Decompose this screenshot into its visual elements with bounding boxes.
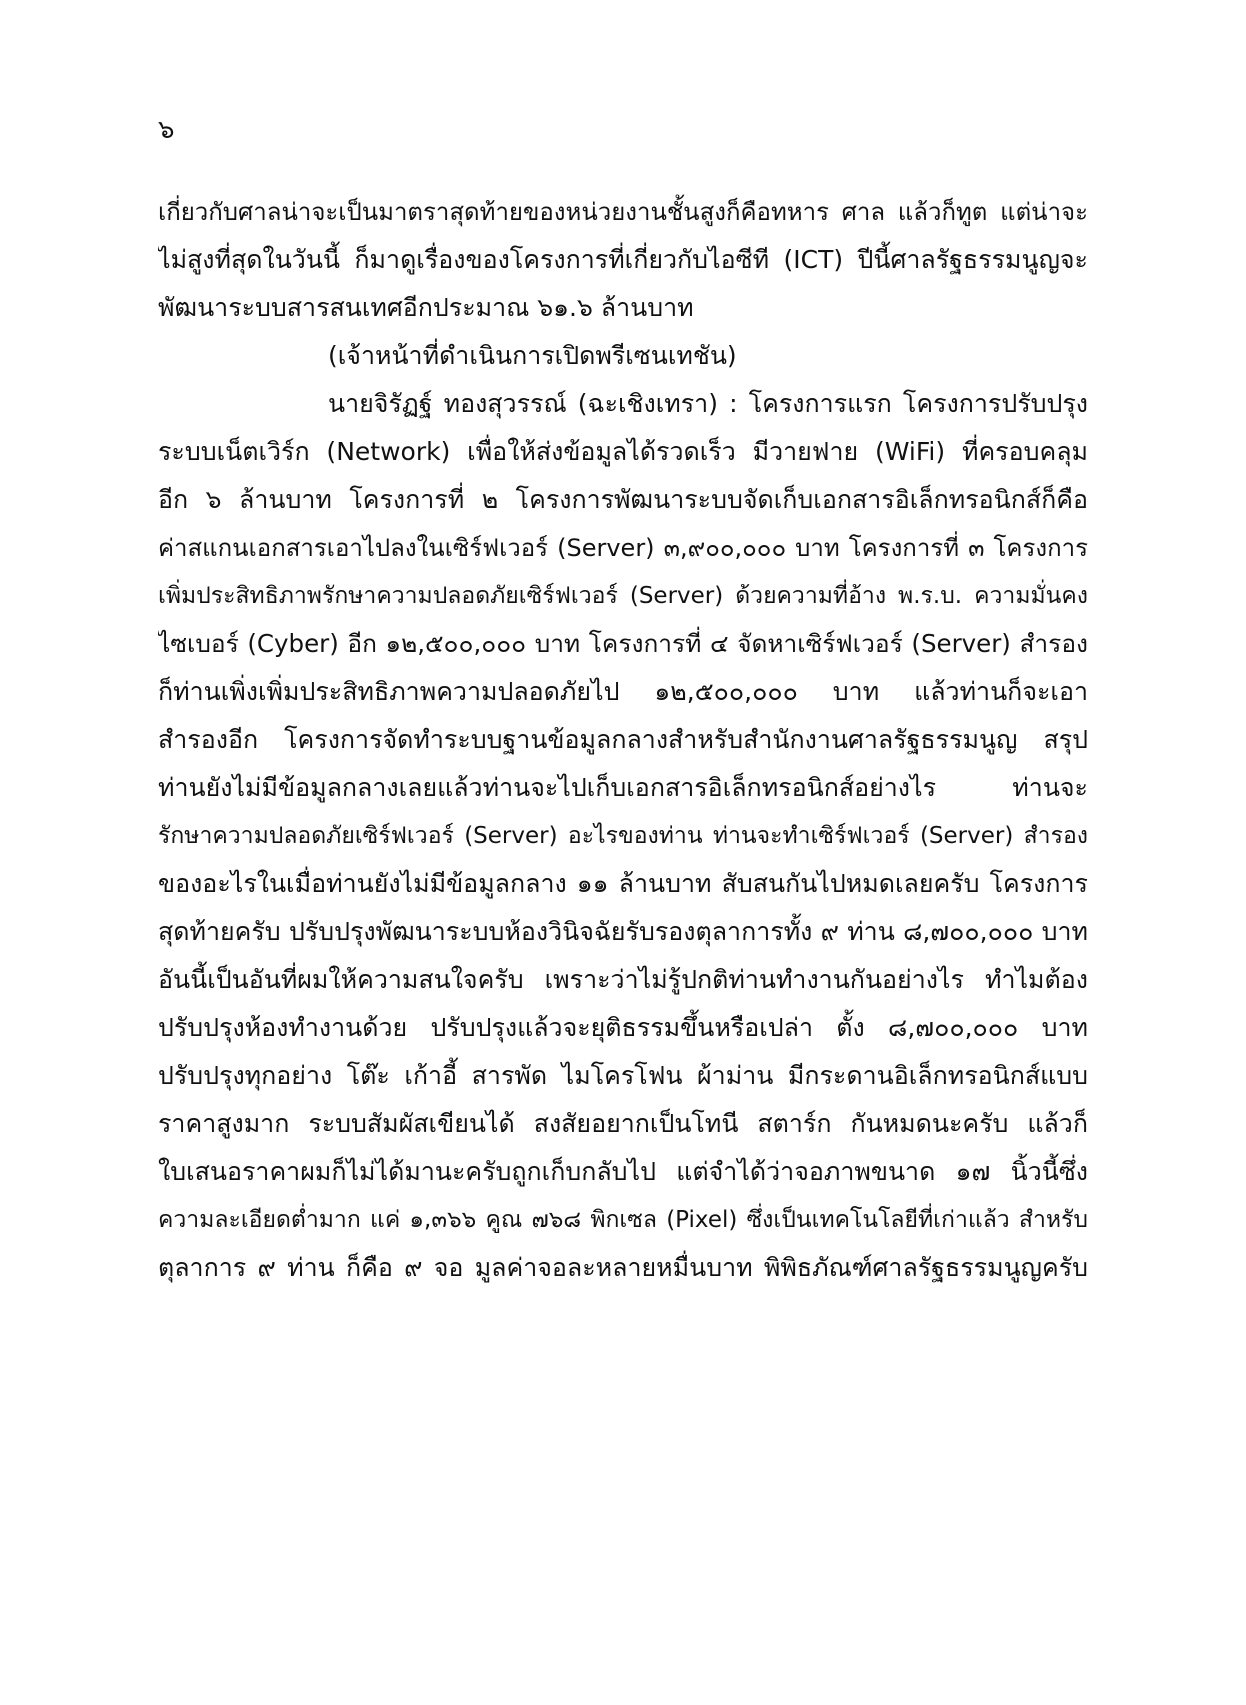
paragraph-line: เพิ่มประสิทธิภาพรักษาความปลอดภัยเซิร์ฟเวอร์ (Server) ด้วยความที่อ้าง พ.ร.บ. ความมั่นคง [158, 583, 1088, 609]
paragraph-line: ใบเสนอราคาผมก็ไม่ได้มานะครับถูกเก็บกลับไป แต่จำได้ว่าจอภาพขนาด ๑๗ นิ้วนี้ซึ่ง [158, 1157, 1088, 1186]
paragraph-line: ความละเอียดต่ำมาก แค่ ๑,๓๖๖ คูณ ๗๖๘ พิกเซล (Pixel) ซึ่งเป็นเทคโนโลยีที่เก่าแล้ว สำหรับ [158, 1207, 1088, 1233]
paragraph-line: ท่านยังไม่มีข้อมูลกลางเลยแล้วท่านจะไปเก็บเอกสารอิเล็กทรอนิกส์อย่างไร ท่านจะ [158, 773, 1088, 802]
paragraph-line: อันนี้เป็นอันที่ผมให้ความสนใจครับ เพราะว่าไม่รู้ปกติท่านทำงานกันอย่างไร ทำไมต้อง [158, 965, 1088, 994]
paragraph-line: สุดท้ายครับ ปรับปรุงพัฒนาระบบห้องวินิจฉัยรับรองตุลาการทั้ง ๙ ท่าน ๘,๗๐๐,๐๐๐ บาท [158, 917, 1088, 946]
transcript-body [158, 188, 1088, 1292]
paragraph-line: ก็ท่านเพิ่งเพิ่มประสิทธิภาพความปลอดภัยไป ๑๒,๕๐๐,๐๐๐ บาท แล้วท่านก็จะเอา [158, 677, 1088, 706]
paragraph-line: อีก ๖ ล้านบาท โครงการที่ ๒ โครงการพัฒนาระบบจัดเก็บเอกสารอิเล็กทรอนิกส์ก็คือ [158, 485, 1088, 514]
stage-direction: (เจ้าหน้าที่ดำเนินการเปิดพรีเซนเทชัน) [328, 341, 737, 370]
paragraph-line: ปรับปรุงทุกอย่าง โต๊ะ เก้าอี้ สารพัด ไมโครโฟน ผ้าม่าน มีกระดานอิเล็กทรอนิกส์แบบ [158, 1061, 1088, 1090]
paragraph-line: สำรองอีก โครงการจัดทำระบบฐานข้อมูลกลางสำหรับสำนักงานศาลรัฐธรรมนูญ สรุป [158, 725, 1088, 754]
paragraph-line: ค่าสแกนเอกสารเอาไปลงในเซิร์ฟเวอร์ (Server) ๓,๙๐๐,๐๐๐ บาท โครงการที่ ๓ โครงการ [158, 534, 1088, 562]
paragraph-line: ของอะไรในเมื่อท่านยังไม่มีข้อมูลกลาง ๑๑ ล้านบาท สับสนกันไปหมดเลยครับ โครงการ [158, 869, 1088, 898]
paragraph-line: ระบบเน็ตเวิร์ก (Network) เพื่อให้ส่งข้อมูลได้รวดเร็ว มีวายฟาย (WiFi) ที่ครอบคลุม [158, 437, 1088, 466]
paragraph-line: ตุลาการ ๙ ท่าน ก็คือ ๙ จอ มูลค่าจอละหลายหมื่นบาท พิพิธภัณฑ์ศาลรัฐธรรมนูญครับ [158, 1253, 1088, 1282]
paragraph-line: เกี่ยวกับศาลน่าจะเป็นมาตราสุดท้ายของหน่วยงานชั้นสูงก็คือทหาร ศาล แล้วก็ทูต แต่น่าจะ [158, 198, 1088, 226]
paragraph-line: รักษาความปลอดภัยเซิร์ฟเวอร์ (Server) อะไรของท่าน ท่านจะทำเซิร์ฟเวอร์ (Server) สำรอง [158, 823, 1088, 849]
speaker-line: นายจิรัฏฐ์ ทองสุวรรณ์ (ฉะเชิงเทรา) : โครงการแรก โครงการปรับปรุง [328, 389, 1088, 418]
page-number: ๖ [158, 115, 175, 145]
paragraph-line: ราคาสูงมาก ระบบสัมผัสเขียนได้ สงสัยอยากเป็นโทนี สตาร์ก กันหมดนะครับ แล้วก็ [158, 1109, 1088, 1138]
paragraph-line: ไซเบอร์ (Cyber) อีก ๑๒,๕๐๐,๐๐๐ บาท โครงการที่ ๔ จัดหาเซิร์ฟเวอร์ (Server) สำรอง [158, 629, 1088, 658]
paragraph-line: ปรับปรุงห้องทำงานด้วย ปรับปรุงแล้วจะยุติธรรมขึ้นหรือเปล่า ตั้ง ๘,๗๐๐,๐๐๐ บาท [158, 1013, 1088, 1042]
paragraph-line: ไม่สูงที่สุดในวันนี้ ก็มาดูเรื่องของโครงการที่เกี่ยวกับไอซีที (ICT) ปีนี้ศาลรัฐธรรมนูญจะ [158, 245, 1088, 274]
paragraph-line: พัฒนาระบบสารสนเทศอีกประมาณ ๖๑.๖ ล้านบาท [158, 293, 694, 322]
